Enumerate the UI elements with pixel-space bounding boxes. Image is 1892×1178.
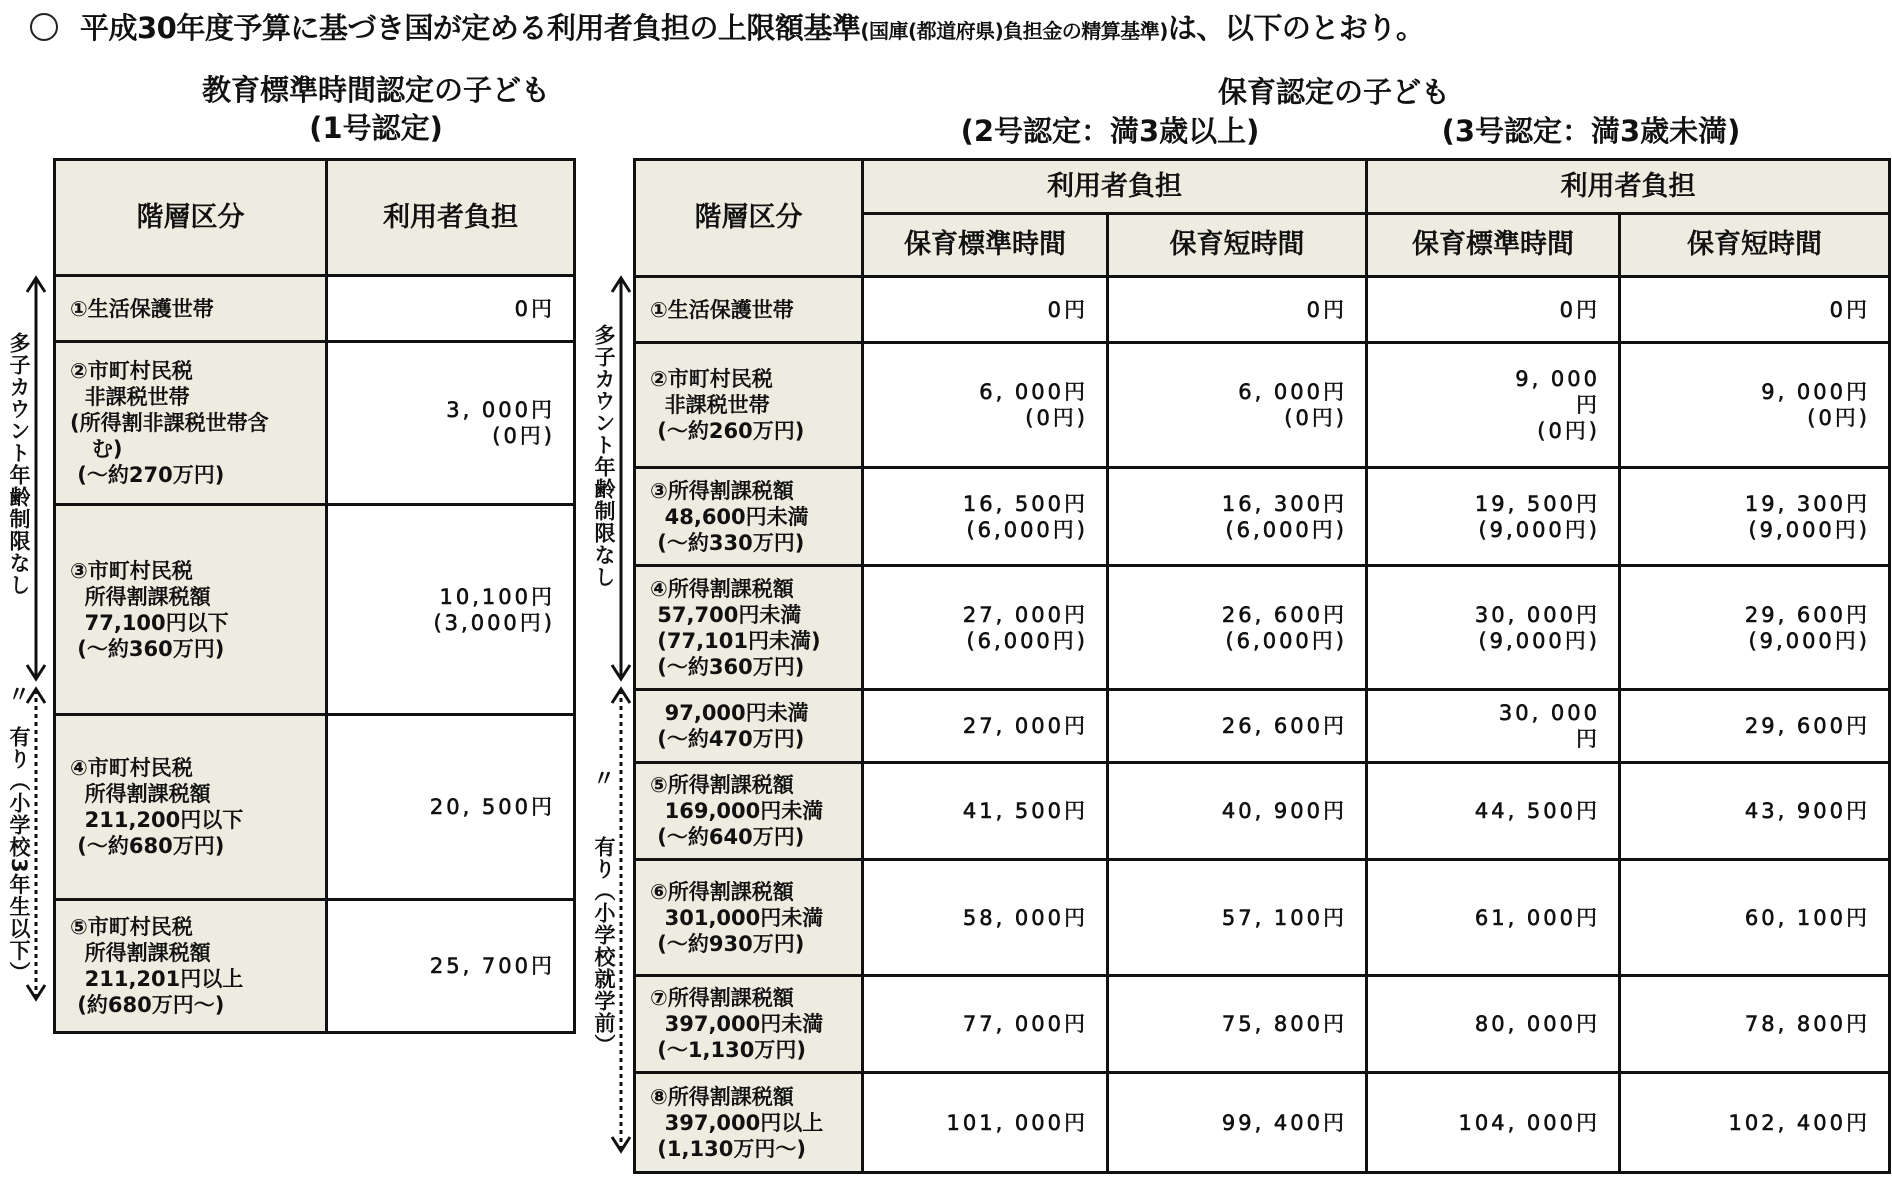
fee-value: 0円: [1108, 277, 1367, 343]
class-label: ⑤市町村民税 所得割課税額 211,201円以上 (約680万円～): [55, 900, 327, 1033]
left-heading: 教育標準時間認定の子ども: [201, 73, 550, 107]
fee-value: 16, 500円 (6,000円): [863, 468, 1108, 566]
right-sub-2go: (2号認定：満3歳以上): [960, 114, 1260, 148]
fee-value: 58, 000円: [863, 860, 1108, 976]
fee-value: 99, 400円: [1108, 1073, 1367, 1173]
header-col: 保育短時間: [1620, 214, 1890, 277]
fee-value: 60, 100円: [1620, 860, 1890, 976]
fee-value: 101, 000円: [863, 1073, 1108, 1173]
class-label: ①生活保護世帯: [635, 277, 863, 343]
header-col: 保育短時間: [1108, 214, 1367, 277]
title-note: (国庫(都道府県)負担金の精算基準): [860, 19, 1168, 43]
class-label: ②市町村民税 非課税世帯 (所得割非課税世帯含 む) (～約270万円): [55, 342, 327, 505]
fee-value: 10,100円 (3,000円): [327, 505, 575, 715]
class-label: ⑦所得割課税額 397,000円未満 (～1,130万円): [635, 976, 863, 1073]
fee-value: 26, 600円 (6,000円): [1108, 566, 1367, 690]
fee-value: 19, 500円 (9,000円): [1367, 468, 1620, 566]
fee-value: 0円: [1620, 277, 1890, 343]
fee-value: 9, 000円 (0円): [1620, 343, 1890, 468]
fee-value: 61, 000円: [1367, 860, 1620, 976]
fee-value: 30, 000 円: [1367, 690, 1620, 763]
class-label: ⑧所得割課税額 397,000円以上 (1,130万円～): [635, 1073, 863, 1173]
fee-value: 16, 300円 (6,000円): [1108, 468, 1367, 566]
fee-value: 0円: [327, 276, 575, 342]
fee-value: 30, 000円 (9,000円): [1367, 566, 1620, 690]
class-label: ④市町村民税 所得割課税額 211,200円以下 (～約680万円): [55, 715, 327, 900]
fee-value: 0円: [1367, 277, 1620, 343]
left-ditto: 〃: [8, 683, 31, 708]
fee-value: 29, 600円 (9,000円): [1620, 566, 1890, 690]
fee-value: 44, 500円: [1367, 763, 1620, 860]
left-side-label-top: 多子カウント年齢制限なし: [7, 332, 31, 596]
right-side-label-bottom: 有り（小学校就学前）: [592, 836, 616, 1056]
class-label: ⑥所得割課税額 301,000円未満 (～約930万円): [635, 860, 863, 976]
fee-value: 75, 800円: [1108, 976, 1367, 1073]
fee-value: 80, 000円: [1367, 976, 1620, 1073]
class-label: ③市町村民税 所得割課税額 77,100円以下 (～約360万円): [55, 505, 327, 715]
fee-value: 6, 000円 (0円): [863, 343, 1108, 468]
title-tail: は、以下のとおり。: [1167, 11, 1425, 45]
fee-value: 77, 000円: [863, 976, 1108, 1073]
fee-value: 27, 000円 (6,000円): [863, 566, 1108, 690]
fee-value: 6, 000円 (0円): [1108, 343, 1367, 468]
left-subheading: (1号認定): [309, 111, 443, 145]
title-main: 平成30年度予算に基づき国が定める利用者負担の上限額基準: [80, 11, 861, 45]
header-class: 階層区分: [635, 160, 863, 277]
fee-value: 104, 000円: [1367, 1073, 1620, 1173]
class-label: ④所得割課税額 57,700円未満 (77,101円未満) (～約360万円): [635, 566, 863, 690]
fee-value: 29, 600円: [1620, 690, 1890, 763]
right-sub-3go: (3号認定：満3歳未満): [1441, 114, 1741, 148]
fee-value: 78, 800円: [1620, 976, 1890, 1073]
right-side-label-top: 多子カウント年齢制限なし: [592, 324, 616, 588]
class-label: 97,000円未満 (～約470万円): [635, 690, 863, 763]
fee-value: 57, 100円: [1108, 860, 1367, 976]
class-label: ①生活保護世帯: [55, 276, 327, 342]
fee-value: 9, 000 円 (0円): [1367, 343, 1620, 468]
fee-value: 43, 900円: [1620, 763, 1890, 860]
fee-value: 40, 900円: [1108, 763, 1367, 860]
class-label: ②市町村民税 非課税世帯 (～約260万円): [635, 343, 863, 468]
fee-value: 20, 500円: [327, 715, 575, 900]
header-fee: 利用者負担: [327, 160, 575, 276]
header-group-2go: 利用者負担: [863, 160, 1367, 214]
fee-value: 27, 000円: [863, 690, 1108, 763]
header-col: 保育標準時間: [863, 214, 1108, 277]
fee-value: 25, 700円: [327, 900, 575, 1033]
header-class: 階層区分: [55, 160, 327, 276]
header-col: 保育標準時間: [1367, 214, 1620, 277]
right-heading: 保育認定の子ども: [1217, 75, 1450, 109]
fee-value: 0円: [863, 277, 1108, 343]
class-label: ⑤所得割課税額 169,000円未満 (～約640万円): [635, 763, 863, 860]
fee-value: 26, 600円: [1108, 690, 1367, 763]
fee-value: 102, 400円: [1620, 1073, 1890, 1173]
header-group-3go: 利用者負担: [1367, 160, 1890, 214]
fee-value: 19, 300円 (9,000円): [1620, 468, 1890, 566]
class-label: ③所得割課税額 48,600円未満 (～約330万円): [635, 468, 863, 566]
fee-value: 41, 500円: [863, 763, 1108, 860]
fee-value: 3, 000円 (0円): [327, 342, 575, 505]
right-ditto: 〃: [593, 767, 616, 792]
left-side-label-bottom: 有り（小学校3年生以下）: [7, 726, 31, 984]
